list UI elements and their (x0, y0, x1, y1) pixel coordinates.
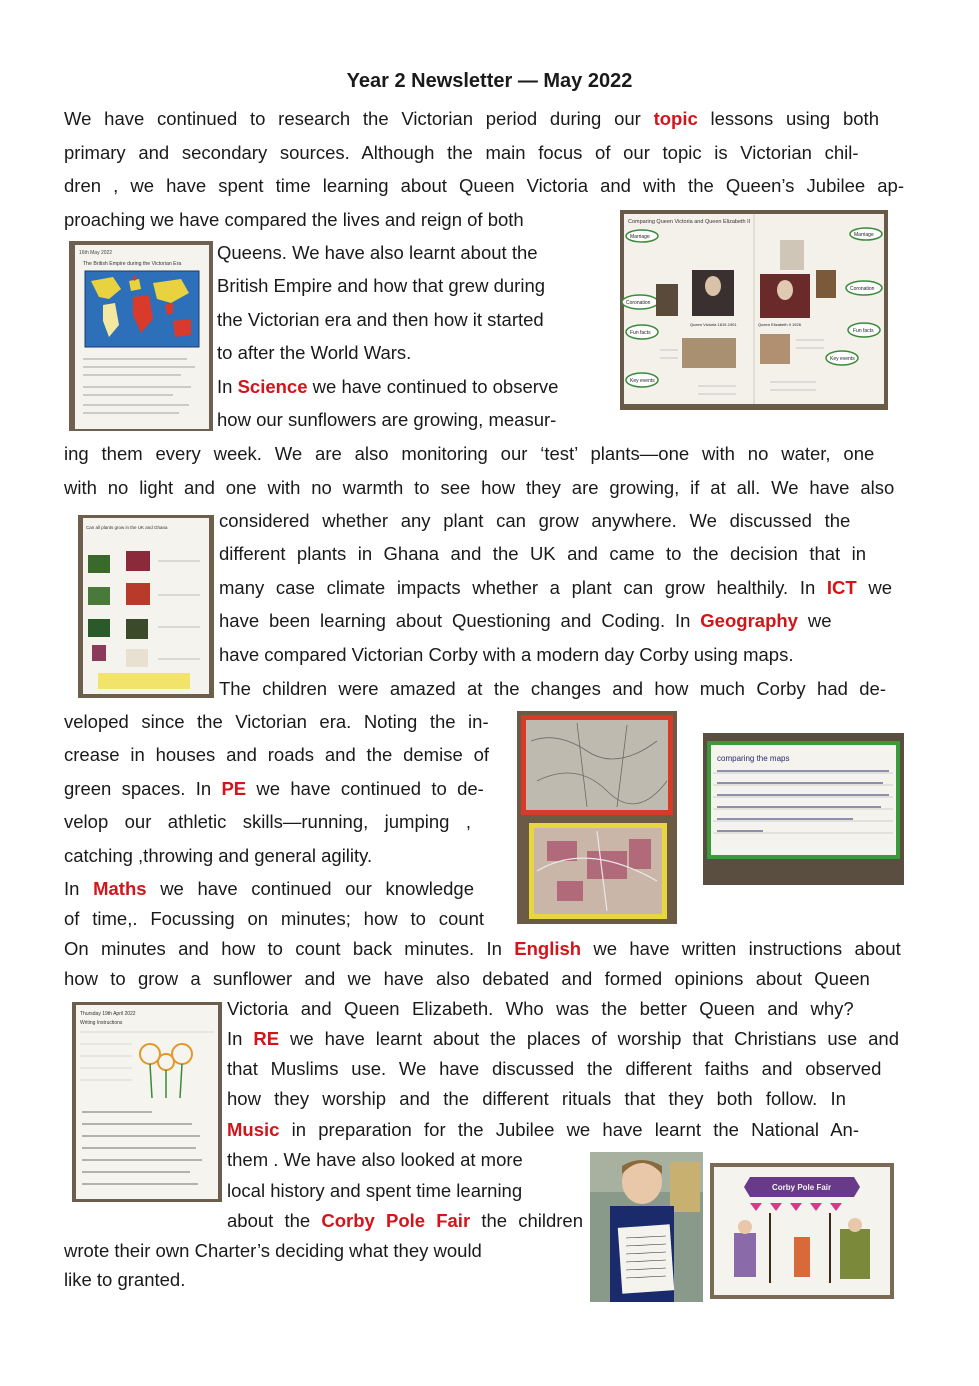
subject-keyword: Geography (700, 610, 798, 631)
text-line (64, 910, 484, 929)
text-line (217, 311, 544, 330)
text-segment: Victoria and Queen Elizabeth. Who was the better Queen and why? (227, 998, 854, 1019)
text-line (227, 1151, 523, 1170)
subject-keyword: topic (653, 108, 698, 129)
plants-worksheet-photo (78, 515, 214, 698)
text-line (64, 445, 874, 464)
pole-fair-banner: Corby Pole Fair (772, 1183, 832, 1192)
text-segment: In (64, 878, 94, 899)
text-segment: about the (227, 1210, 322, 1231)
comparing-maps-photo (703, 733, 904, 885)
text-segment: have compared Victorian Corby with a modern day Corby using maps. (219, 644, 794, 665)
text-segment: In (217, 376, 238, 397)
tag-funfacts-left: Fun facts (630, 330, 651, 336)
tag-marriage-left: Marriage (630, 234, 650, 240)
subject-keyword: PE (221, 778, 247, 799)
pole-fair-photo (710, 1163, 894, 1299)
sunflower-instructions-photo (72, 1002, 222, 1202)
text-line (64, 713, 489, 732)
instructions-heading: Writing Instructions (80, 1020, 123, 1026)
text-line (64, 144, 858, 163)
text-line (64, 479, 894, 498)
queen-victoria-caption: Queen Victoria 1819-1901 (690, 322, 737, 327)
text-segment: of time,. Focussing on minutes; how to count (64, 908, 484, 929)
subject-keyword: Science (237, 376, 308, 397)
text-segment: catching ,throwing and general agility. (64, 845, 373, 866)
text-line (219, 545, 866, 564)
text-line (219, 646, 793, 665)
text-segment: wrote their own Charter’s deciding what they would (64, 1240, 482, 1261)
text-segment: we (797, 610, 832, 631)
text-line (64, 940, 901, 959)
text-segment: we have continued to de- (246, 778, 484, 799)
subject-keyword: RE (253, 1028, 280, 1049)
text-line (219, 680, 886, 699)
text-segment: In (227, 1028, 254, 1049)
queen-elizabeth-caption: Queen Elizabeth II 1926 (758, 322, 801, 327)
newsletter-title: Year 2 Newsletter — May 2022 (346, 70, 633, 92)
text-segment: how our sunflowers are growing, measur- (217, 409, 557, 430)
text-segment: them . We have also looked at more (227, 1149, 523, 1170)
queens-comparison-photo (620, 210, 888, 410)
text-segment: Queens. We have also learnt about the (217, 242, 538, 263)
comparing-maps-heading: comparing the maps (717, 754, 790, 763)
pupil-charter-photo (590, 1152, 703, 1302)
queens-heading: Comparing Queen Victoria and Queen Elizabeth II (628, 219, 751, 225)
tag-coronation-right: Coronation (850, 286, 875, 292)
subject-keyword: Music (227, 1119, 280, 1140)
text-segment: the children (470, 1210, 583, 1231)
instructions-date: Thursday 19th April 2022 (80, 1011, 136, 1017)
corby-maps-photo (517, 711, 677, 924)
text-segment: We have continued to research the Victorian period during our (64, 108, 654, 129)
tag-marriage-right: Marriage (854, 232, 874, 238)
text-segment: the Victorian era and then how it started (217, 309, 544, 330)
text-line (217, 244, 538, 263)
text-line (227, 1182, 522, 1201)
text-segment: that Muslims use. We have discussed the different faiths and observed (227, 1058, 882, 1079)
text-segment: lessons using both (697, 108, 879, 129)
text-segment: green spaces. In (64, 778, 222, 799)
text-segment: we have continued our knowledge (146, 878, 475, 899)
tag-coronation-left: Coronation (626, 300, 651, 306)
text-line (64, 813, 471, 832)
text-segment: British Empire and how that grew during (217, 275, 546, 296)
text-line (217, 411, 556, 430)
text-segment: local history and spent time learning (227, 1180, 523, 1201)
text-segment: we have continued to observe (307, 376, 559, 397)
plants-heading: Can all plants grow in the UK and Ghana (86, 525, 168, 530)
text-line (227, 1000, 854, 1019)
text-line (64, 780, 484, 799)
text-line (217, 344, 411, 363)
text-segment: to after the World Wars. (217, 342, 412, 363)
text-segment: in preparation for the Jubilee we have learnt the National An- (279, 1119, 859, 1140)
text-segment: with no light and one with no warmth to see how they are growing, if at all. We have also (64, 477, 895, 498)
text-segment: ing them every week. We are also monitoring our ‘test’ plants—one with no water, one (64, 443, 875, 464)
text-segment: dren , we have spent time learning about Queen Victoria and with the Queen’s Jubilee ap- (64, 175, 904, 196)
text-segment: many case climate impacts whether a plant can grow healthily. In (219, 577, 827, 598)
text-line (64, 211, 524, 230)
text-line (64, 177, 904, 196)
text-line (219, 579, 892, 598)
tag-funfacts-right: Fun facts (853, 328, 874, 334)
text-line (64, 970, 870, 989)
text-line (64, 1271, 185, 1290)
text-line (227, 1121, 859, 1140)
text-segment: The children were amazed at the changes and how much Corby had de- (219, 678, 886, 699)
empire-map-date: 16th May 2022 (79, 250, 113, 256)
text-segment: velop our athletic skills—running, jumping , (64, 811, 471, 832)
subject-keyword: Maths (93, 878, 147, 899)
text-line (64, 847, 372, 866)
text-segment: we have written instructions about (581, 938, 901, 959)
text-line (217, 277, 545, 296)
text-segment: we (856, 577, 892, 598)
subject-keyword: English (514, 938, 582, 959)
text-segment: On minutes and how to count back minutes. In (64, 938, 515, 959)
text-segment: we have learnt about the places of worship that Christians use and (279, 1028, 900, 1049)
text-line (217, 378, 558, 397)
text-segment: crease in houses and roads and the demise of (64, 744, 489, 765)
tag-keyevents-right: Key events (830, 356, 855, 362)
text-segment: proaching we have compared the lives and reign of both (64, 209, 524, 230)
subject-keyword: ICT (826, 577, 857, 598)
text-line (64, 1242, 482, 1261)
text-line (64, 880, 474, 899)
text-segment: like to granted. (64, 1269, 186, 1290)
text-line (219, 612, 832, 631)
text-line (219, 512, 850, 531)
text-segment: different plants in Ghana and the UK and came to the decision that in (219, 543, 866, 564)
text-segment: how to grow a sunflower and we have also debated and formed opinions about Queen (64, 968, 870, 989)
text-segment: considered whether any plant can grow anywhere. We discussed the (219, 510, 851, 531)
text-line (64, 110, 879, 129)
subject-keyword: Corby Pole Fair (321, 1210, 471, 1231)
text-segment: veloped since the Victorian era. Noting the in- (64, 711, 489, 732)
text-line (227, 1030, 899, 1049)
tag-keyevents-left: Key events (630, 378, 655, 384)
text-line (227, 1090, 846, 1109)
text-line (64, 746, 489, 765)
text-segment: primary and secondary sources. Although the main focus of our topic is Victorian chil- (64, 142, 859, 163)
text-segment: how they worship and the different rituals that they both follow. In (227, 1088, 846, 1109)
text-line (227, 1212, 583, 1231)
text-segment: have been learning about Questioning and Coding. In (219, 610, 701, 631)
text-line (227, 1060, 881, 1079)
empire-map-heading: The British Empire during the Victorian Era (83, 261, 182, 267)
empire-map-photo (69, 241, 213, 431)
